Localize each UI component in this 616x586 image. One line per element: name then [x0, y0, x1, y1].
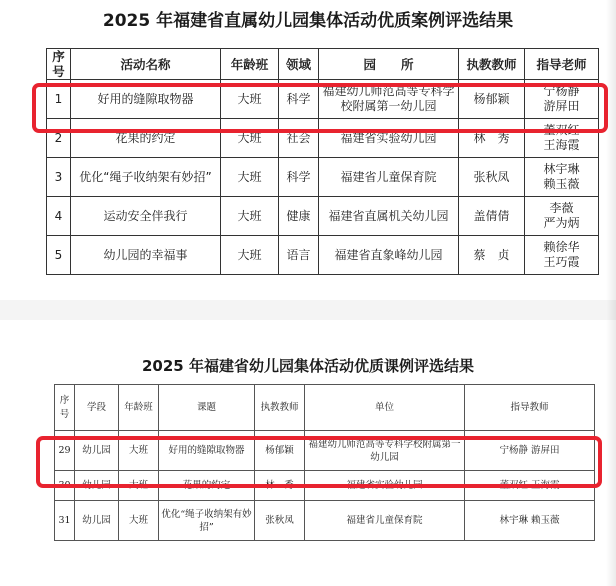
- cell-teacher: 盖倩倩: [459, 197, 525, 236]
- table-row: [47, 158, 599, 197]
- cell-school: 福建省实验幼儿园: [319, 119, 459, 158]
- cell-teacher: 张秋凤: [255, 501, 305, 541]
- cell-activity: 优化“绳子收纳架有妙招”: [71, 158, 221, 197]
- table-row: [47, 197, 599, 236]
- cell-age: 大班: [221, 197, 279, 236]
- cell-advisor: 董双红 王海霞: [525, 119, 599, 158]
- cell-topic: 优化“绳子收纳架有妙招”: [159, 501, 255, 541]
- header-advisor: 指导教师: [465, 385, 595, 431]
- cell-unit: 福建幼儿师范高等专科学校附属第一幼儿园: [305, 431, 465, 471]
- cell-advisor: 宁杨静 游屏田: [465, 431, 595, 471]
- cell-age: 大班: [221, 119, 279, 158]
- cell-age: 大班: [221, 236, 279, 275]
- cell-age: 大班: [119, 471, 159, 501]
- table-row: [47, 236, 599, 275]
- cell-stage: 幼儿园: [75, 471, 119, 501]
- cell-age: 大班: [119, 501, 159, 541]
- cell-school: 福建省直属机关幼儿园: [319, 197, 459, 236]
- cell-advisor: 赖徐华 王巧霞: [525, 236, 599, 275]
- cell-domain: 语言: [279, 236, 319, 275]
- cell-unit: 福建省实验幼儿园: [305, 471, 465, 501]
- header-topic: 课题: [159, 385, 255, 431]
- cell-stage: 幼儿园: [75, 501, 119, 541]
- table2-title: 2025 年福建省幼儿园集体活动优质课例评选结果: [142, 357, 474, 375]
- cell-advisor: 李薇 严为炳: [525, 197, 599, 236]
- header-age: 年龄班: [221, 49, 279, 80]
- cell-no: 31: [55, 501, 75, 541]
- cell-school: 福建幼儿师范高等专科学校附属第一幼儿园: [319, 80, 459, 119]
- header-unit: 单位: [305, 385, 465, 431]
- cell-topic: 好用的缝隙取物器: [159, 431, 255, 471]
- header-stage: 学段: [75, 385, 119, 431]
- cell-activity: 花果的约定: [71, 119, 221, 158]
- header-advisor: 指导老师: [525, 49, 599, 80]
- cell-teacher: 蔡 贞: [459, 236, 525, 275]
- table1-header-row: [47, 49, 599, 80]
- cell-no: 1: [47, 80, 71, 119]
- table2-header-row: [55, 385, 595, 431]
- highlight-box-table2: [36, 436, 602, 488]
- cell-stage: 幼儿园: [75, 431, 119, 471]
- cell-school: 福建省直象峰幼儿园: [319, 236, 459, 275]
- header-activity: 活动名称: [71, 49, 221, 80]
- cell-teacher: 杨郁颖: [255, 431, 305, 471]
- cell-age: 大班: [221, 158, 279, 197]
- cell-teacher: 杨郁颖: [459, 80, 525, 119]
- cell-activity: 好用的缝隙取物器: [71, 80, 221, 119]
- cell-age: 大班: [119, 431, 159, 471]
- cell-no: 3: [47, 158, 71, 197]
- header-teacher: 执教教师: [459, 49, 525, 80]
- cell-teacher: 张秋凤: [459, 158, 525, 197]
- cell-unit: 福建省儿童保育院: [305, 501, 465, 541]
- header-teacher: 执教教师: [255, 385, 305, 431]
- table1-title: 2025 年福建省直属幼儿园集体活动优质案例评选结果: [102, 11, 514, 31]
- cell-no: 29: [55, 431, 75, 471]
- header-age: 年龄班: [119, 385, 159, 431]
- header-no: 序号: [55, 385, 75, 431]
- cell-no: 4: [47, 197, 71, 236]
- header-domain: 领域: [279, 49, 319, 80]
- header-no: 序号: [47, 49, 71, 80]
- page-edge-shadow: [606, 0, 616, 586]
- cell-activity: 幼儿园的幸福事: [71, 236, 221, 275]
- cell-domain: 科学: [279, 80, 319, 119]
- cell-no: 5: [47, 236, 71, 275]
- cell-no: 2: [47, 119, 71, 158]
- cell-domain: 社会: [279, 119, 319, 158]
- cell-domain: 科学: [279, 158, 319, 197]
- cell-advisor: 董双红 王海霞: [465, 471, 595, 501]
- cell-advisor: 林宇琳 赖玉薇: [465, 501, 595, 541]
- header-school: 园 所: [319, 49, 459, 80]
- cell-advisor: 宁杨静 游屏田: [525, 80, 599, 119]
- cell-no: 30: [55, 471, 75, 501]
- cell-advisor: 林宇琳 赖玉薇: [525, 158, 599, 197]
- cell-teacher: 林 秀: [459, 119, 525, 158]
- cell-activity: 运动安全伴我行: [71, 197, 221, 236]
- cell-age: 大班: [221, 80, 279, 119]
- cell-school: 福建省儿童保育院: [319, 158, 459, 197]
- cell-topic: 花果的约定: [159, 471, 255, 501]
- cell-domain: 健康: [279, 197, 319, 236]
- cell-teacher: 林 秀: [255, 471, 305, 501]
- table-row: [55, 501, 595, 541]
- highlight-box-table1: [32, 83, 608, 133]
